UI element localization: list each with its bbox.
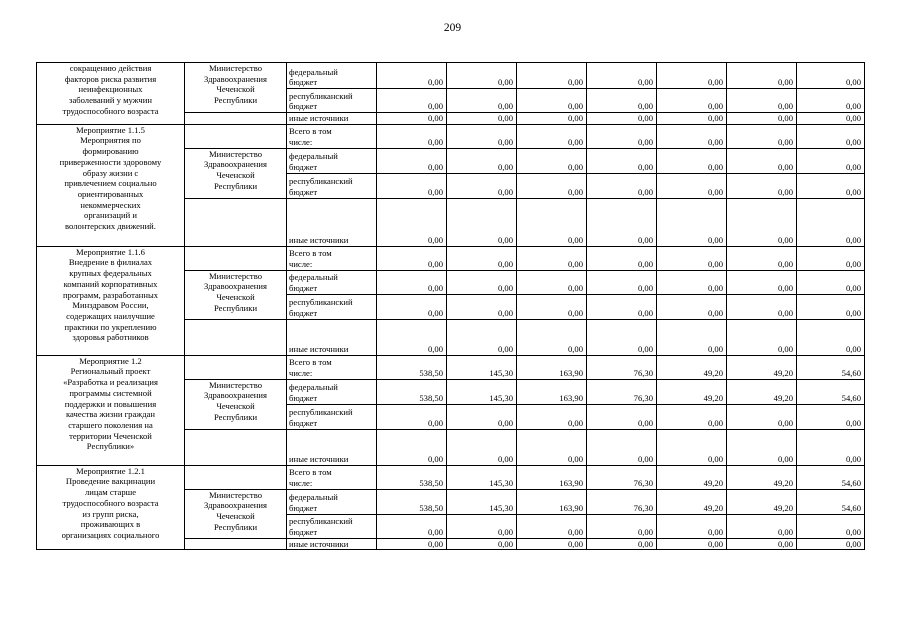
funding-source: Всего в том числе: — [287, 124, 377, 148]
amount-cell: 0,00 — [587, 429, 657, 465]
amount-cell: 49,20 — [657, 465, 727, 489]
table-row — [37, 355, 865, 379]
amount-cell: 0,00 — [517, 319, 587, 355]
funding-source: иные источники — [287, 319, 377, 355]
amount-cell: 0,00 — [727, 124, 797, 148]
amount-cell: 54,60 — [797, 465, 865, 489]
amount-cell: 0,00 — [447, 198, 517, 246]
amount-cell: 0,00 — [587, 270, 657, 294]
executor-cell-empty — [185, 246, 287, 270]
amount-cell: 0,00 — [447, 404, 517, 429]
amount-cell: 0,00 — [447, 246, 517, 270]
amount-cell: 54,60 — [797, 379, 865, 404]
amount-cell: 0,00 — [377, 294, 447, 319]
amount-cell: 0,00 — [797, 294, 865, 319]
amount-cell: 0,00 — [797, 538, 865, 550]
funding-source: иные источники — [287, 429, 377, 465]
amount-cell: 76,30 — [587, 379, 657, 404]
amount-cell: 76,30 — [587, 355, 657, 379]
amount-cell: 0,00 — [657, 63, 727, 89]
amount-cell: 49,20 — [657, 355, 727, 379]
executor-cell: Министерство Здравоохранения Чеченской Республики — [185, 63, 287, 113]
amount-cell: 0,00 — [587, 319, 657, 355]
funding-source: республиканский бюджет — [287, 294, 377, 319]
amount-cell: 0,00 — [797, 246, 865, 270]
executor-cell-empty — [185, 319, 287, 355]
amount-cell: 54,60 — [797, 489, 865, 514]
amount-cell: 0,00 — [797, 198, 865, 246]
funding-source: иные источники — [287, 198, 377, 246]
amount-cell: 0,00 — [587, 173, 657, 198]
amount-cell: 0,00 — [727, 514, 797, 538]
amount-cell: 0,00 — [517, 124, 587, 148]
measure-description: сокращению действия факторов риска развития неинфекционных заболеваний у мужчин трудоспособного возраста — [37, 63, 185, 125]
table-row — [37, 63, 865, 89]
amount-cell: 538,50 — [377, 379, 447, 404]
amount-cell: 0,00 — [587, 514, 657, 538]
amount-cell: 0,00 — [517, 246, 587, 270]
amount-cell: 145,30 — [447, 379, 517, 404]
amount-cell: 0,00 — [587, 89, 657, 113]
amount-cell: 76,30 — [587, 465, 657, 489]
amount-cell: 0,00 — [797, 113, 865, 125]
amount-cell: 145,30 — [447, 465, 517, 489]
amount-cell: 0,00 — [517, 270, 587, 294]
executor-cell: Министерство Здравоохранения Чеченской Республики — [185, 148, 287, 198]
amount-cell: 0,00 — [377, 319, 447, 355]
amount-cell: 49,20 — [727, 355, 797, 379]
table-row — [37, 246, 865, 270]
amount-cell: 0,00 — [587, 294, 657, 319]
amount-cell: 0,00 — [657, 270, 727, 294]
funding-source: федеральный бюджет — [287, 63, 377, 89]
page-number: 209 — [443, 22, 462, 34]
funding-source: республиканский бюджет — [287, 404, 377, 429]
amount-cell: 0,00 — [587, 246, 657, 270]
amount-cell: 0,00 — [447, 113, 517, 125]
amount-cell: 0,00 — [797, 148, 865, 173]
funding-source: федеральный бюджет — [287, 379, 377, 404]
amount-cell: 0,00 — [377, 429, 447, 465]
amount-cell: 0,00 — [377, 538, 447, 550]
executor-cell-empty — [185, 429, 287, 465]
amount-cell: 0,00 — [587, 63, 657, 89]
funding-source: республиканский бюджет — [287, 514, 377, 538]
amount-cell: 0,00 — [657, 404, 727, 429]
amount-cell: 0,00 — [517, 148, 587, 173]
amount-cell: 0,00 — [517, 113, 587, 125]
executor-cell-empty — [185, 198, 287, 246]
amount-cell: 76,30 — [587, 489, 657, 514]
amount-cell: 0,00 — [657, 113, 727, 125]
amount-cell: 0,00 — [377, 404, 447, 429]
amount-cell: 0,00 — [517, 514, 587, 538]
amount-cell: 0,00 — [517, 89, 587, 113]
executor-cell-empty — [185, 124, 287, 148]
amount-cell: 0,00 — [797, 89, 865, 113]
funding-source: иные источники — [287, 538, 377, 550]
executor-cell-empty — [185, 113, 287, 125]
funding-source: республиканский бюджет — [287, 173, 377, 198]
amount-cell: 0,00 — [797, 270, 865, 294]
amount-cell: 0,00 — [377, 198, 447, 246]
measure-description: Мероприятие 1.1.5 Мероприятия по формированию приверженности здоровому образу жизни с привлечением социально ориентированных некоммерческих организаций и волонтерских движений. — [37, 124, 185, 246]
executor-cell: Министерство Здравоохранения Чеченской Республики — [185, 379, 287, 429]
funding-source: Всего в том числе: — [287, 355, 377, 379]
amount-cell: 0,00 — [727, 404, 797, 429]
amount-cell: 49,20 — [657, 379, 727, 404]
amount-cell: 0,00 — [377, 113, 447, 125]
amount-cell: 0,00 — [377, 270, 447, 294]
amount-cell: 538,50 — [377, 355, 447, 379]
table-row — [37, 465, 865, 489]
measure-description: Мероприятие 1.2.1 Проведение вакцинации лицам старше трудоспособного возраста из групп риска, проживающих в организациях социального — [37, 465, 185, 550]
amount-cell: 0,00 — [447, 294, 517, 319]
amount-cell: 0,00 — [657, 429, 727, 465]
amount-cell: 0,00 — [447, 538, 517, 550]
amount-cell: 0,00 — [727, 270, 797, 294]
amount-cell: 0,00 — [517, 63, 587, 89]
amount-cell: 0,00 — [447, 148, 517, 173]
amount-cell: 163,90 — [517, 355, 587, 379]
amount-cell: 0,00 — [587, 198, 657, 246]
amount-cell: 0,00 — [377, 246, 447, 270]
amount-cell: 0,00 — [377, 124, 447, 148]
amount-cell: 0,00 — [727, 173, 797, 198]
executor-cell: Министерство Здравоохранения Чеченской Республики — [185, 270, 287, 319]
amount-cell: 0,00 — [447, 319, 517, 355]
amount-cell: 0,00 — [657, 294, 727, 319]
amount-cell: 145,30 — [447, 489, 517, 514]
amount-cell: 49,20 — [727, 465, 797, 489]
amount-cell: 0,00 — [447, 63, 517, 89]
amount-cell: 0,00 — [727, 89, 797, 113]
amount-cell: 0,00 — [447, 429, 517, 465]
amount-cell: 0,00 — [797, 63, 865, 89]
amount-cell: 0,00 — [447, 124, 517, 148]
amount-cell: 0,00 — [727, 538, 797, 550]
amount-cell: 163,90 — [517, 379, 587, 404]
amount-cell: 0,00 — [587, 113, 657, 125]
amount-cell: 0,00 — [797, 514, 865, 538]
amount-cell: 49,20 — [727, 379, 797, 404]
amount-cell: 0,00 — [727, 113, 797, 125]
amount-cell: 0,00 — [797, 429, 865, 465]
amount-cell: 0,00 — [447, 89, 517, 113]
amount-cell: 0,00 — [797, 124, 865, 148]
amount-cell: 0,00 — [517, 173, 587, 198]
amount-cell: 0,00 — [377, 173, 447, 198]
amount-cell: 0,00 — [447, 173, 517, 198]
amount-cell: 163,90 — [517, 489, 587, 514]
funding-source: Всего в том числе: — [287, 465, 377, 489]
amount-cell: 538,50 — [377, 489, 447, 514]
amount-cell: 0,00 — [657, 89, 727, 113]
measure-description: Мероприятие 1.1.6 Внедрение в филиалах крупных федеральных компаний корпоративных программ, разработанных Минздравом России, содержащих наилучшие практики по укреплению здоровья работников — [37, 246, 185, 355]
amount-cell: 49,20 — [657, 489, 727, 514]
funding-source: федеральный бюджет — [287, 489, 377, 514]
table-row — [37, 124, 865, 148]
amount-cell: 0,00 — [517, 294, 587, 319]
funding-source: федеральный бюджет — [287, 270, 377, 294]
amount-cell: 54,60 — [797, 355, 865, 379]
amount-cell: 0,00 — [727, 63, 797, 89]
amount-cell: 0,00 — [657, 198, 727, 246]
amount-cell: 0,00 — [587, 124, 657, 148]
executor-cell-empty — [185, 465, 287, 489]
amount-cell: 0,00 — [727, 148, 797, 173]
amount-cell: 0,00 — [657, 124, 727, 148]
amount-cell: 0,00 — [657, 319, 727, 355]
amount-cell: 0,00 — [727, 198, 797, 246]
funding-source: республиканский бюджет — [287, 89, 377, 113]
amount-cell: 0,00 — [797, 319, 865, 355]
amount-cell: 0,00 — [657, 246, 727, 270]
amount-cell: 49,20 — [727, 489, 797, 514]
executor-cell: Министерство Здравоохранения Чеченской Республики — [185, 489, 287, 538]
executor-cell-empty — [185, 538, 287, 550]
amount-cell: 0,00 — [517, 538, 587, 550]
amount-cell: 0,00 — [517, 404, 587, 429]
amount-cell: 0,00 — [657, 538, 727, 550]
funding-source: Всего в том числе: — [287, 246, 377, 270]
amount-cell: 0,00 — [797, 404, 865, 429]
amount-cell: 0,00 — [377, 63, 447, 89]
amount-cell: 0,00 — [727, 429, 797, 465]
amount-cell: 0,00 — [587, 404, 657, 429]
amount-cell: 163,90 — [517, 465, 587, 489]
budget-table — [36, 62, 865, 550]
amount-cell: 0,00 — [517, 198, 587, 246]
amount-cell: 0,00 — [587, 148, 657, 173]
amount-cell: 0,00 — [517, 429, 587, 465]
executor-cell-empty — [185, 355, 287, 379]
amount-cell: 0,00 — [377, 148, 447, 173]
amount-cell: 538,50 — [377, 465, 447, 489]
amount-cell: 0,00 — [727, 246, 797, 270]
amount-cell: 0,00 — [377, 514, 447, 538]
amount-cell: 0,00 — [587, 538, 657, 550]
amount-cell: 0,00 — [447, 514, 517, 538]
amount-cell: 0,00 — [727, 319, 797, 355]
amount-cell: 0,00 — [727, 294, 797, 319]
funding-source: иные источники — [287, 113, 377, 125]
amount-cell: 0,00 — [657, 514, 727, 538]
amount-cell: 0,00 — [377, 89, 447, 113]
amount-cell: 145,30 — [447, 355, 517, 379]
amount-cell: 0,00 — [657, 148, 727, 173]
measure-description: Мероприятие 1.2 Региональный проект «Разработка и реализация программы системной поддержки и повышения качества жизни граждан старшего поколения на территории Чеченской Республики» — [37, 355, 185, 465]
amount-cell: 0,00 — [657, 173, 727, 198]
funding-source: федеральный бюджет — [287, 148, 377, 173]
amount-cell: 0,00 — [447, 270, 517, 294]
amount-cell: 0,00 — [797, 173, 865, 198]
